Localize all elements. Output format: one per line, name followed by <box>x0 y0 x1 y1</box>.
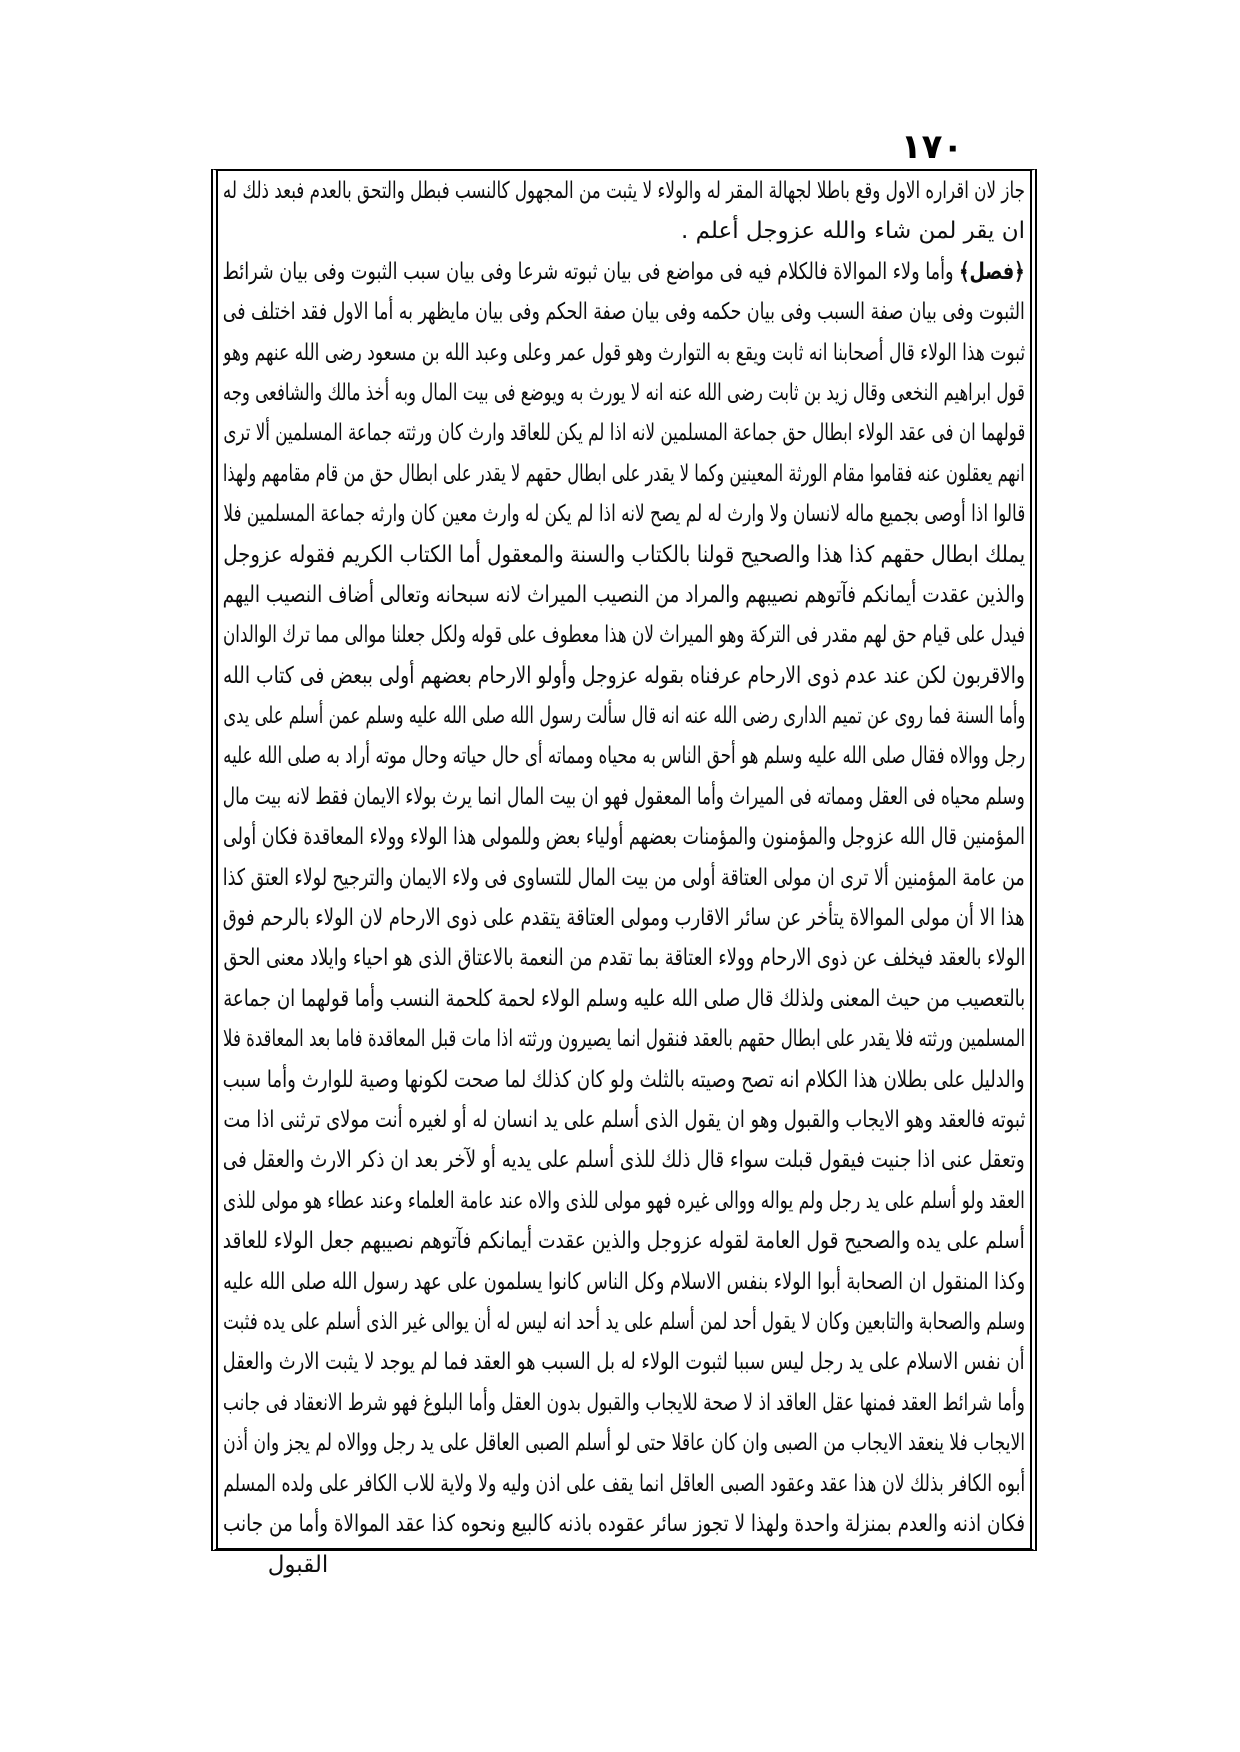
line-text: الايجاب فلا ينعقد الايجاب من الصبى وان كان عاقلا حتى لو أسلم الصبى العاقل على يد رجل ووالاه لم يجز وان أذن <box>223 1430 1025 1457</box>
text-line <box>223 817 1025 857</box>
text-line <box>223 333 1025 373</box>
line-text: والذين عقدت أيمانكم فآتوهم نصيبهم والمراد من النصيب الميراث لانه سبحانه وتعالى أضاف النصيب اليهم <box>223 581 1025 608</box>
line-text: انهم يعقلون عنه فقاموا مقام الورثة المعينين وكما لا يقدر على ابطال حقهم لا يقدر على ابطال حق من قام مقامهم ولهذا <box>223 460 1025 487</box>
text-line <box>223 656 1025 696</box>
text-line <box>223 373 1025 413</box>
text-line <box>223 938 1025 978</box>
text-line <box>223 1019 1025 1059</box>
section-heading: ﴿فصل﴾ <box>959 258 1025 285</box>
text-line <box>223 413 1025 453</box>
line-text: ان يقر لمن شاء والله عزوجل أعلم . <box>680 218 1025 245</box>
text-line <box>223 575 1025 615</box>
text-line <box>223 979 1025 1019</box>
text-line <box>223 736 1025 776</box>
line-text: قالوا اذا أوصى بجميع ماله لانسان ولا وارث له لم يصح لانه اذا لم يكن له وارث معين كان وارثه جماعة المسلمين فلا <box>223 501 1025 528</box>
text-line <box>223 1423 1025 1463</box>
text-line <box>223 777 1025 817</box>
text-line <box>223 898 1025 938</box>
line-text: أسلم على يده والصحيح قول العامة لقوله عزوجل والذين عقدت أيمانكم فآتوهم نصيبهم جعل الولاء للعاقد <box>223 1228 1025 1255</box>
line-text: العقد ولو أسلم على يد رجل ولم يواله ووالى غيره فهو مولى للذى والاه عند عامة العلماء وعند عطاء هو مولى للذى <box>223 1187 1025 1214</box>
text-line <box>223 1060 1025 1100</box>
text-line <box>223 1262 1025 1302</box>
line-text <box>223 252 1025 292</box>
line-text: وسلم محياه فى العقل ومماته فى الميراث وأما المعقول فهو ان بيت المال انما يرث بولاء الايمان فقط لانه بيت مال <box>223 783 1025 810</box>
line-text: وأما السنة فما روى عن تميم الدارى رضى الله عنه انه قال سألت رسول الله صلى الله عليه وسلم عمن أسلم على يدى <box>223 703 1025 730</box>
line-text: بالتعصيب من حيث المعنى ولذلك قال صلى الله عليه وسلم الولاء لحمة كلحمة النسب وأما قولهما ان جماعة <box>223 985 1025 1012</box>
text-line <box>223 1221 1025 1261</box>
line-text: أن نفس الاسلام على يد رجل ليس سببا لثبوت الولاء له بل السبب هو العقد فما لم يوجد لا يثبت الارث والعقل <box>223 1349 1025 1376</box>
line-text: ثبوت هذا الولاء قال أصحابنا انه ثابت ويقع به التوارث وهو قول عمر وعلى وعبد الله بن مسعود رضى الله عنهم وهو <box>223 339 1025 366</box>
line-text: ثبوته فالعقد وهو الايجاب والقبول وهو ان يقول الذى أسلم على يد انسان له أو لغيره أنت مولاى ترثنى اذا مت <box>223 1106 1025 1133</box>
line-text: المسلمين ورثته فلا يقدر على ابطال حقهم بالعقد فنقول انما يصيرون ورثته اذا مات قبل المعاقدة فاما بعد المعاقدة فلا <box>223 1026 1025 1053</box>
text-line <box>223 211 1025 251</box>
text-line <box>223 454 1025 494</box>
line-text: الولاء بالعقد فيخلف عن ذوى الارحام وولاء العتاقة بما تقدم من النعمة بالاعتاق الذى هو احياء وايلاد معنى الحق <box>223 945 1025 972</box>
line-text: من عامة المؤمنين ألا ترى ان مولى العتاقة أولى من بيت المال للتساوى فى ولاء الايمان والترجيح لولاء العتق كذا <box>223 864 1025 891</box>
text-line <box>223 252 1025 292</box>
text-line <box>223 1383 1025 1423</box>
line-text: فيدل على قيام حق لهم مقدر فى التركة وهو الميراث لان هذا معطوف على قوله ولكل جعلنا موالى مما ترك الوالدان <box>223 622 1025 649</box>
text-line <box>223 1464 1025 1504</box>
line-text: قولهما ان فى عقد الولاء ابطال حق جماعة المسلمين لانه اذا لم يكن للعاقد وارث كان ورثته جماعة المسلمين ألا ترى <box>223 420 1025 447</box>
line-text: أبوه الكافر بذلك لان هذا عقد وعقود الصبى العاقل انما يقف على اذن وليه ولا ولاية للاب الكافر على ولده المسلم <box>223 1470 1025 1497</box>
line-text: والدليل على بطلان هذا الكلام انه تصح وصيته بالثلث ولو كان كذلك لما صحت لكونها وصية للوارث وأما سبب <box>223 1066 1025 1093</box>
text-line <box>223 696 1025 736</box>
text-line <box>223 535 1025 575</box>
text-body <box>218 171 1030 1544</box>
line-text: الثبوت وفى بيان صفة السبب وفى بيان حكمه وفى بيان صفة الحكم وفى بيان مايظهر به أما الاول فقد اختلف فى <box>223 299 1025 326</box>
line-text: رجل ووالاه فقال صلى الله عليه وسلم هو أحق الناس به محياه ومماته أى حال حياته وحال موته أراد به صلى الله عليه <box>223 743 1025 770</box>
page-number: ١٧٠ <box>900 127 964 167</box>
line-text: فكان اذنه والعدم بمنزلة واحدة ولهذا لا تجوز سائر عقوده باذنه كالبيع ونحوه كذا عقد الموالاة وأما من جانب <box>223 1510 1025 1537</box>
line-text: المؤمنين قال الله عزوجل والمؤمنون والمؤمنات بعضهم أولياء بعض وللمولى هذا الولاء وولاء المعاقدة فكان أولى <box>223 824 1025 851</box>
line-text: وسلم والصحابة والتابعين وكان لا يقول أحد لمن أسلم على يد أحد انه ليس له أن يوالى غير الذى أسلم على يده فثبت <box>223 1308 1025 1335</box>
text-line <box>223 1342 1025 1382</box>
text-line <box>223 1100 1025 1140</box>
text-line <box>223 1140 1025 1180</box>
text-line <box>223 1302 1025 1342</box>
line-text: والاقربون لكن عند عدم ذوى الارحام عرفناه بقوله عزوجل وأولو الارحام بعضهم أولى ببعض فى كتاب الله <box>223 662 1025 689</box>
line-text: قول ابراهيم النخعى وقال زيد بن ثابت رضى الله عنه انه لا يورث به ويوضع فى بيت المال وبه أخذ مالك والشافعى وجه <box>223 379 1025 406</box>
text-line <box>223 494 1025 534</box>
line-text: هذا الا أن مولى الموالاة يتأخر عن سائر الاقارب ومولى العتاقة يتقدم على ذوى الارحام لان الولاء بالرحم فوق <box>223 905 1025 932</box>
text-line <box>223 615 1025 655</box>
text-line <box>223 1504 1025 1544</box>
line-text: يملك ابطال حقهم كذا هذا والصحيح قولنا بالكتاب والسنة والمعقول أما الكتاب الكريم فقوله عزوجل <box>223 541 1025 568</box>
text-line <box>223 171 1025 211</box>
line-text-part: وأما ولاء الموالاة فالكلام فيه فى مواضع فى بيان ثبوته شرعا وفى بيان سبب الثبوت وفى بيان شرائط <box>223 258 954 285</box>
text-frame <box>211 169 1037 1551</box>
catchword: القبول <box>267 1552 329 1578</box>
text-line <box>223 858 1025 898</box>
line-text: جاز لان اقراره الاول وقع باطلا لجهالة المقر له والولاء لا يثبت من المجهول كالنسب فبطل والتحق بالعدم فبعد ذلك له <box>223 178 1025 204</box>
line-text: وكذا المنقول ان الصحابة أبوا الولاء بنفس الاسلام وكل الناس كانوا يسلمون على عهد رسول الله صلى الله عليه <box>223 1268 1025 1295</box>
text-line <box>223 292 1025 332</box>
line-text: وتعقل عنى اذا جنيت فيقول قبلت سواء قال ذلك للذى أسلم على يديه أو لآخر بعد ان ذكر الارث والعقل فى <box>223 1147 1025 1174</box>
line-text: وأما شرائط العقد فمنها عقل العاقد اذ لا صحة للايجاب والقبول بدون العقل وأما البلوغ فهو شرط الانعقاد فى جانب <box>223 1389 1025 1416</box>
text-line <box>223 1181 1025 1221</box>
